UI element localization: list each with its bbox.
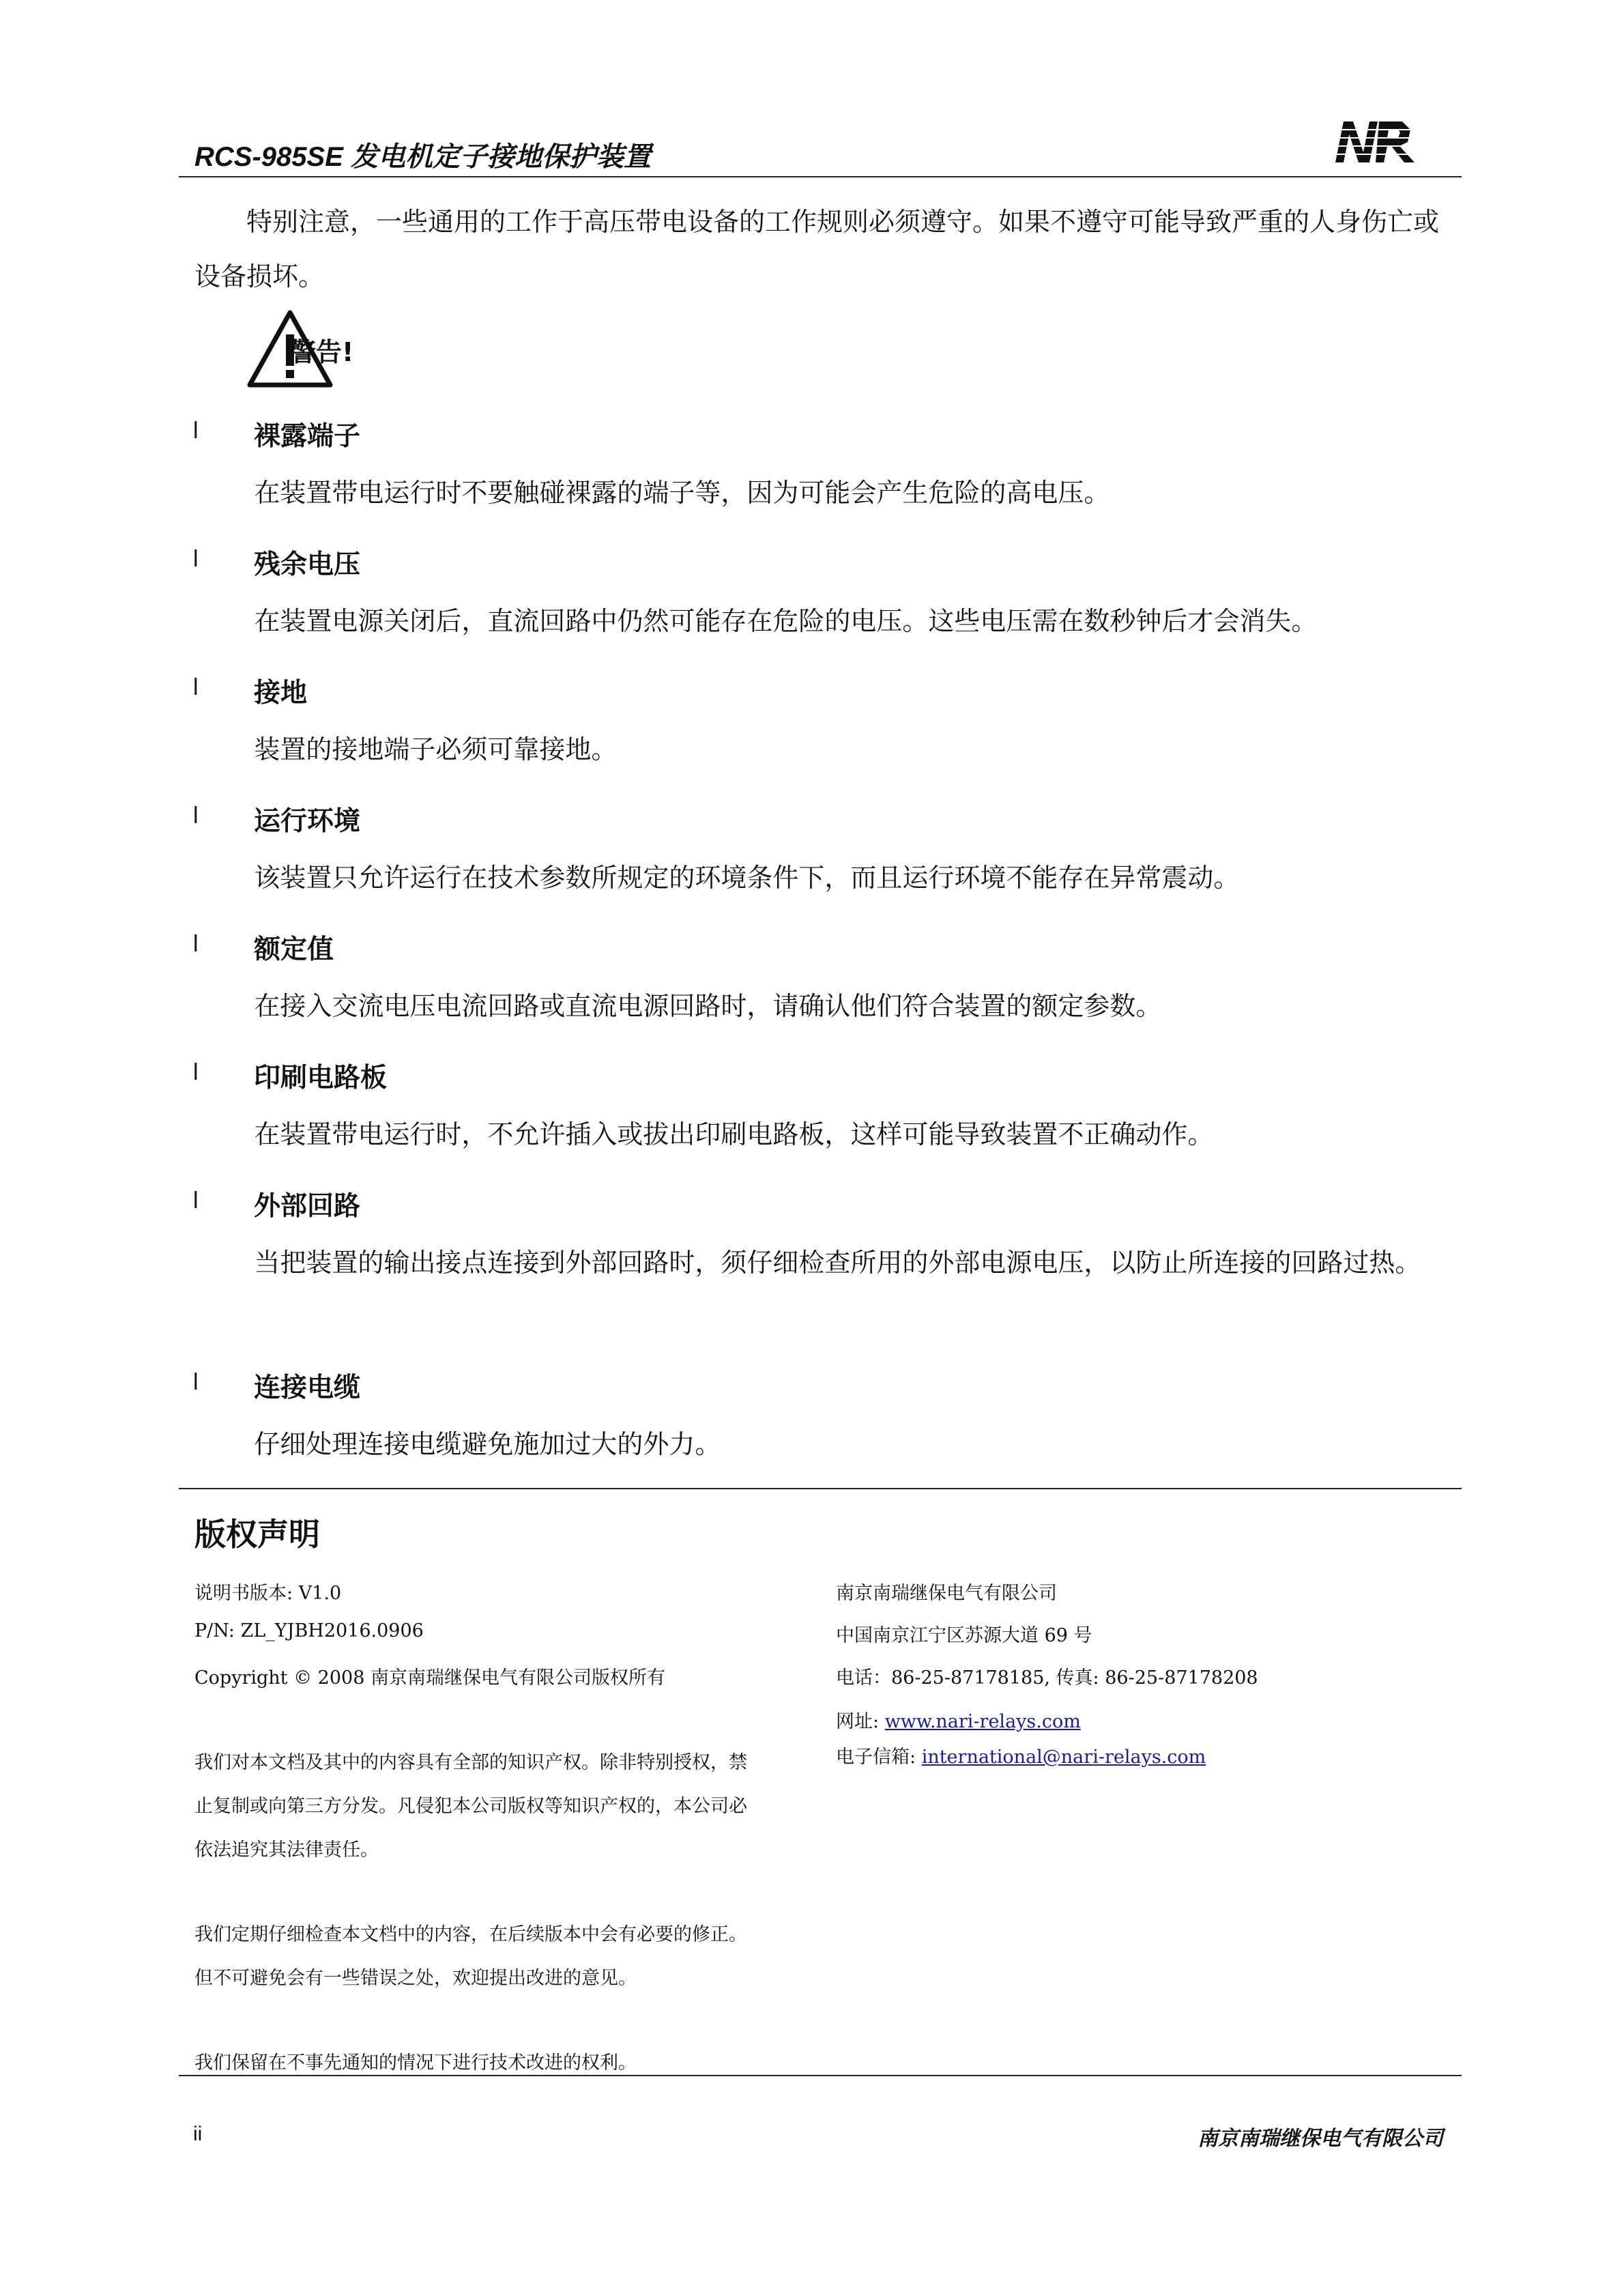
page-number: ii bbox=[193, 2123, 203, 2145]
website-link[interactable]: www.nari-relays.com bbox=[884, 1711, 1081, 1732]
item-bullet: l bbox=[193, 1188, 199, 1214]
item-bullet: l bbox=[193, 803, 199, 829]
item-text: 当把装置的输出接点连接到外部回路时，须仔细检查所用的外部电源电压，以防止所连接的回路过热。 bbox=[254, 1248, 1421, 1278]
footer-rule bbox=[179, 2075, 1462, 2076]
manual-version: 说明书版本: V1.0 bbox=[194, 1583, 342, 1604]
item-text: 仔细处理连接电缆避免施加过大的外力。 bbox=[254, 1429, 721, 1459]
company-address: 中国南京江宁区苏源大道 69 号 bbox=[836, 1625, 1092, 1646]
email-link[interactable]: international@nari-relays.com bbox=[921, 1747, 1206, 1768]
document-header-title: RCS-985SE 发电机定子接地保护装置 bbox=[194, 142, 651, 172]
website-line bbox=[836, 1706, 1081, 1733]
copyright-heading: 版权声明 bbox=[194, 1516, 320, 1553]
item-title: 残余电压 bbox=[254, 549, 361, 580]
email-label: 电子信箱: bbox=[836, 1747, 922, 1768]
intro-paragraph: 特别注意，一些通用的工作于高压带电设备的工作规则必须遵守。如果不遵守可能导致严重的人身伤亡或设备损坏。 bbox=[194, 207, 1440, 291]
rights-paragraph-line: 我们保留在不事先通知的情况下进行技术改进的权利。 bbox=[194, 2052, 637, 2073]
ip-paragraph-line: 止复制或向第三方分发。凡侵犯本公司版权等知识产权的，本公司必 bbox=[194, 1796, 747, 1817]
item-bullet: l bbox=[193, 674, 199, 700]
item-text: 在装置带电运行时，不允许插入或拔出印刷电路板，这样可能导致装置不正确动作。 bbox=[254, 1119, 1214, 1149]
item-title: 连接电缆 bbox=[254, 1373, 361, 1403]
revision-paragraph-line: 但不可避免会有一些错误之处，欢迎提出改进的意见。 bbox=[194, 1968, 637, 1989]
item-title: 裸露端子 bbox=[254, 421, 361, 452]
item-text: 在装置电源关闭后，直流回路中仍然可能存在危险的电压。这些电压需在数秒钟后才会消失。 bbox=[254, 606, 1318, 636]
company-name: 南京南瑞继保电气有限公司 bbox=[836, 1583, 1057, 1604]
website-label: 网址: bbox=[836, 1711, 885, 1732]
header-rule bbox=[179, 176, 1462, 177]
item-title: 额定值 bbox=[254, 934, 334, 965]
item-bullet: l bbox=[193, 931, 199, 957]
item-title: 印刷电路板 bbox=[254, 1063, 388, 1093]
item-text: 该装置只允许运行在技术参数所规定的环境条件下，而且运行环境不能存在异常震动。 bbox=[254, 863, 1240, 893]
nr-logo bbox=[1334, 115, 1426, 169]
email-line bbox=[836, 1742, 1206, 1768]
item-title: 外部回路 bbox=[254, 1191, 361, 1222]
ip-paragraph-line: 我们对本文档及其中的内容具有全部的知识产权。除非特别授权，禁 bbox=[194, 1752, 747, 1773]
part-number: P/N: ZL_YJBH2016.0906 bbox=[194, 1620, 424, 1641]
section-rule bbox=[179, 1488, 1462, 1489]
item-text: 装置的接地端子必须可靠接地。 bbox=[254, 734, 618, 764]
footer-company: 南京南瑞继保电气有限公司 bbox=[1198, 2127, 1443, 2151]
item-bullet: l bbox=[193, 1059, 199, 1085]
item-title: 接地 bbox=[254, 678, 308, 708]
item-bullet: l bbox=[193, 1369, 199, 1395]
item-text: 在装置带电运行时不要触碰裸露的端子等，因为可能会产生危险的高电压。 bbox=[254, 478, 1110, 508]
item-text: 在接入交流电压电流回路或直流电源回路时，请确认他们符合装置的额定参数。 bbox=[254, 991, 1162, 1021]
item-bullet: l bbox=[193, 418, 199, 444]
warning-label: 警告! bbox=[290, 337, 354, 367]
copyright-line: Copyright © 2008 南京南瑞继保电气有限公司版权所有 bbox=[194, 1667, 665, 1689]
revision-paragraph-line: 我们定期仔细检查本文档中的内容，在后续版本中会有必要的修正。 bbox=[194, 1924, 747, 1945]
ip-paragraph-line: 依法追究其法律责任。 bbox=[194, 1839, 379, 1861]
phone-fax: 电话：86-25-87178185, 传真: 86-25-87178208 bbox=[836, 1667, 1258, 1689]
item-bullet: l bbox=[193, 546, 199, 572]
item-title: 运行环境 bbox=[254, 806, 361, 837]
